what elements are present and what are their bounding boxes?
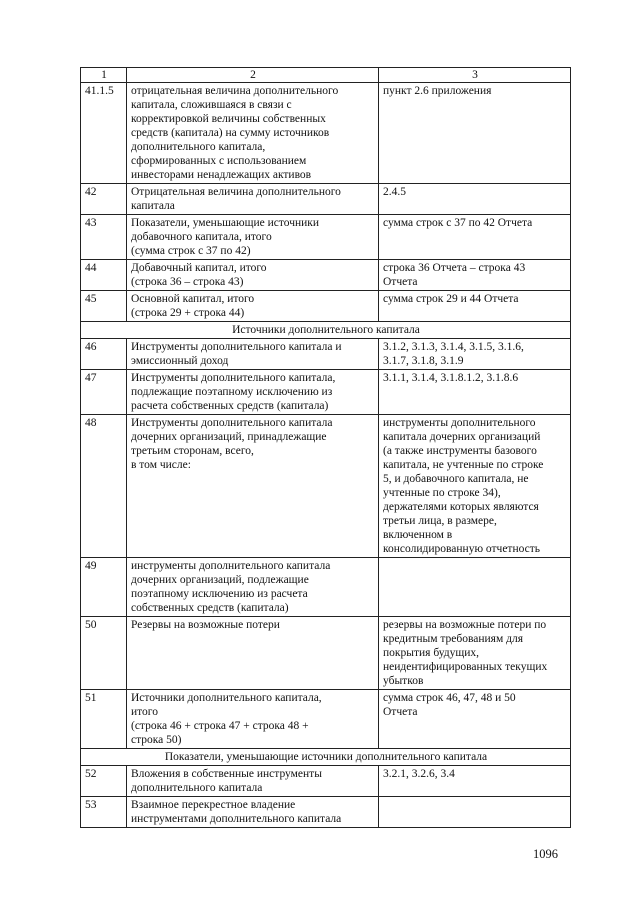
table-row	[81, 291, 571, 322]
row-reference	[379, 797, 571, 828]
row-description: Инструменты дополнительного капитала и эмиссионный доход	[127, 339, 379, 370]
table-row	[81, 260, 571, 291]
row-number: 46	[81, 339, 127, 370]
row-number: 47	[81, 370, 127, 415]
report-table	[80, 67, 571, 828]
row-number: 43	[81, 215, 127, 260]
section-heading: Показатели, уменьшающие источники дополнительного капитала	[81, 749, 571, 766]
row-description: Резервы на возможные потери	[127, 617, 379, 690]
row-description: Отрицательная величина дополнительного капитала	[127, 184, 379, 215]
row-description: Вложения в собственные инструменты дополнительного капитала	[127, 766, 379, 797]
row-reference: пункт 2.6 приложения	[379, 83, 571, 184]
row-reference: 3.2.1, 3.2.6, 3.4	[379, 766, 571, 797]
row-description: Взаимное перекрестное владение инструментами дополнительного капитала	[127, 797, 379, 828]
row-reference: 3.1.1, 3.1.4, 3.1.8.1.2, 3.1.8.6	[379, 370, 571, 415]
row-description: Инструменты дополнительного капитала дочерних организаций, принадлежащие третьим сторонам, всего, в том числе:	[127, 415, 379, 558]
section-row	[81, 322, 571, 339]
section-row	[81, 749, 571, 766]
row-reference: инструменты дополнительного капитала дочерних организаций (а также инструменты базового капитала, не учтенные по строке 5, и добавочного капитала, не учтенные по строке 34), держателями которых являются третьи лица, в размере, включенном в консолидированную отчетность	[379, 415, 571, 558]
column-header-3: 3	[379, 68, 571, 83]
row-description: Инструменты дополнительного капитала, подлежащие поэтапному исключению из расчета собственных средств (капитала)	[127, 370, 379, 415]
page-number: 1096	[533, 847, 558, 861]
row-description: отрицательная величина дополнительного капитала, сложившаяся в связи с корректировкой величины собственных средств (капитала) на сумму источников дополнительного капитала, сформированных с использованием инвесторами ненадлежащих активов	[127, 83, 379, 184]
column-header-1: 1	[81, 68, 127, 83]
row-number: 45	[81, 291, 127, 322]
table-row	[81, 797, 571, 828]
row-number: 42	[81, 184, 127, 215]
row-number: 51	[81, 690, 127, 749]
row-reference	[379, 558, 571, 617]
row-reference: 3.1.2, 3.1.3, 3.1.4, 3.1.5, 3.1.6, 3.1.7, 3.1.8, 3.1.9	[379, 339, 571, 370]
section-heading: Источники дополнительного капитала	[81, 322, 571, 339]
table-row	[81, 690, 571, 749]
table-row	[81, 339, 571, 370]
row-description: Добавочный капитал, итого (строка 36 – строка 43)	[127, 260, 379, 291]
table-row	[81, 766, 571, 797]
row-number: 52	[81, 766, 127, 797]
row-description: Источники дополнительного капитала, итого (строка 46 + строка 47 + строка 48 + строка 50)	[127, 690, 379, 749]
row-number: 41.1.5	[81, 83, 127, 184]
row-reference: сумма строк с 37 по 42 Отчета	[379, 215, 571, 260]
row-number: 44	[81, 260, 127, 291]
table-row	[81, 617, 571, 690]
table-row	[81, 415, 571, 558]
column-header-2: 2	[127, 68, 379, 83]
table-row	[81, 370, 571, 415]
row-reference: 2.4.5	[379, 184, 571, 215]
row-reference: сумма строк 29 и 44 Отчета	[379, 291, 571, 322]
row-description: Показатели, уменьшающие источники добавочного капитала, итого (сумма строк с 37 по 42)	[127, 215, 379, 260]
row-number: 49	[81, 558, 127, 617]
header-row	[81, 68, 571, 83]
row-description: Основной капитал, итого (строка 29 + строка 44)	[127, 291, 379, 322]
row-description: инструменты дополнительного капитала дочерних организаций, подлежащие поэтапному исключению из расчета собственных средств (капитала)	[127, 558, 379, 617]
table-row	[81, 184, 571, 215]
row-reference: строка 36 Отчета – строка 43 Отчета	[379, 260, 571, 291]
row-number: 53	[81, 797, 127, 828]
row-reference: резервы на возможные потери по кредитным требованиям для покрытия будущих, неидентифицированных текущих убытков	[379, 617, 571, 690]
table-row	[81, 83, 571, 184]
row-number: 48	[81, 415, 127, 558]
row-reference: сумма строк 46, 47, 48 и 50 Отчета	[379, 690, 571, 749]
table-row	[81, 215, 571, 260]
row-number: 50	[81, 617, 127, 690]
table-row	[81, 558, 571, 617]
